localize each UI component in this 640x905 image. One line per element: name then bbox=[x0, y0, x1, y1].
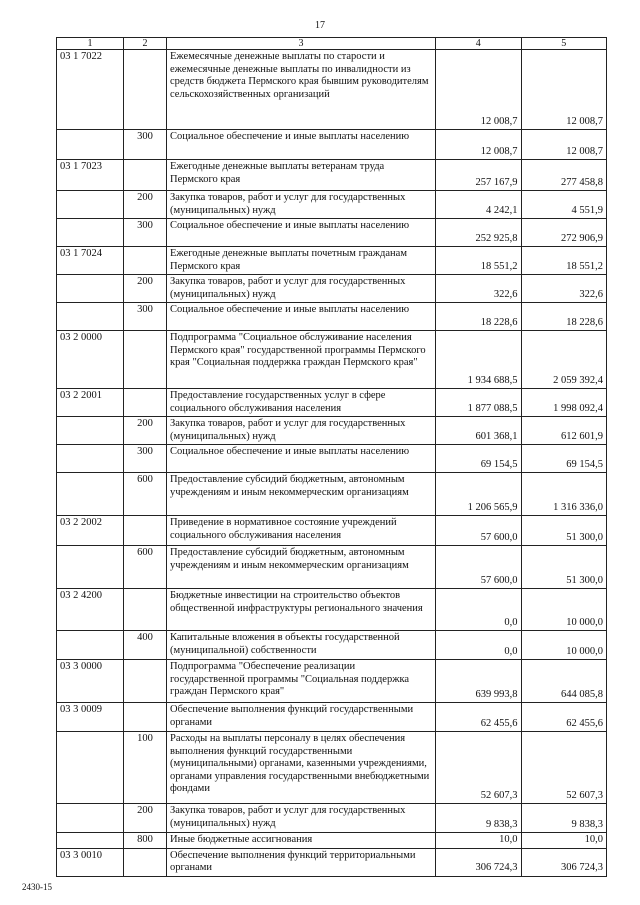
table-row bbox=[57, 247, 607, 275]
row-value-col5: 10,0 bbox=[521, 833, 607, 849]
row-value-col4: 9 838,3 bbox=[436, 804, 522, 833]
table-row bbox=[57, 389, 607, 417]
table-row bbox=[57, 445, 607, 473]
row-value-col5: 51 300,0 bbox=[521, 546, 607, 589]
row-name: Ежемесячные денежные выплаты по старости и ежемесячные денежные выплаты по инвалидности из средств бюджета Пермского края бывшим руководителям сельскохозяйственных организаций bbox=[167, 50, 436, 130]
row-kind: 300 bbox=[124, 445, 167, 473]
row-name: Социальное обеспечение и иные выплаты населению bbox=[167, 219, 436, 247]
row-kind: 200 bbox=[124, 275, 167, 303]
table-row bbox=[57, 191, 607, 219]
row-name: Подпрограмма "Обеспечение реализации государственной программы "Социальная поддержка граждан Пермского края" bbox=[167, 660, 436, 703]
row-kind: 400 bbox=[124, 631, 167, 660]
row-name: Обеспечение выполнения функций государственными органами bbox=[167, 703, 436, 732]
row-code: 03 3 0000 bbox=[57, 660, 124, 703]
table-row bbox=[57, 631, 607, 660]
table-row bbox=[57, 160, 607, 191]
row-value-col4: 0,0 bbox=[436, 631, 522, 660]
table-row bbox=[57, 303, 607, 331]
row-name: Расходы на выплаты персоналу в целях обеспечения выполнения функций государственными (муниципальными) органами, казенными учреждениями, органами управления государственными внебюджетными фондами bbox=[167, 732, 436, 804]
row-kind: 600 bbox=[124, 546, 167, 589]
row-value-col4: 10,0 bbox=[436, 833, 522, 849]
row-value-col4: 1 877 088,5 bbox=[436, 389, 522, 417]
table-row bbox=[57, 473, 607, 516]
row-value-col4: 4 242,1 bbox=[436, 191, 522, 219]
row-code bbox=[57, 804, 124, 833]
row-value-col5: 69 154,5 bbox=[521, 445, 607, 473]
row-name: Иные бюджетные ассигнования bbox=[167, 833, 436, 849]
row-value-col5: 1 316 336,0 bbox=[521, 473, 607, 516]
footer-document-code: 2430-15 bbox=[22, 882, 52, 892]
row-kind: 200 bbox=[124, 191, 167, 219]
row-value-col5: 644 085,8 bbox=[521, 660, 607, 703]
row-value-col4: 12 008,7 bbox=[436, 130, 522, 160]
row-name: Социальное обеспечение и иные выплаты населению bbox=[167, 130, 436, 160]
row-value-col5: 322,6 bbox=[521, 275, 607, 303]
row-code bbox=[57, 130, 124, 160]
row-kind: 100 bbox=[124, 732, 167, 804]
row-kind bbox=[124, 516, 167, 546]
row-value-col5: 272 906,9 bbox=[521, 219, 607, 247]
row-code bbox=[57, 275, 124, 303]
header-col-3: 3 bbox=[167, 38, 436, 50]
row-name: Бюджетные инвестиции на строительство объектов общественной инфраструктуры регионального значения bbox=[167, 589, 436, 631]
row-value-col5: 277 458,8 bbox=[521, 160, 607, 191]
row-name: Обеспечение выполнения функций территориальными органами bbox=[167, 848, 436, 876]
row-kind bbox=[124, 589, 167, 631]
row-code bbox=[57, 833, 124, 849]
row-code: 03 3 0009 bbox=[57, 703, 124, 732]
row-value-col5: 2 059 392,4 bbox=[521, 331, 607, 389]
row-value-col5: 51 300,0 bbox=[521, 516, 607, 546]
row-code bbox=[57, 303, 124, 331]
row-kind: 300 bbox=[124, 303, 167, 331]
row-code bbox=[57, 219, 124, 247]
row-kind: 600 bbox=[124, 473, 167, 516]
row-code bbox=[57, 732, 124, 804]
table-row bbox=[57, 130, 607, 160]
row-kind bbox=[124, 848, 167, 876]
row-value-col4: 52 607,3 bbox=[436, 732, 522, 804]
page-number: 17 bbox=[315, 20, 325, 31]
row-code: 03 2 2002 bbox=[57, 516, 124, 546]
row-kind: 800 bbox=[124, 833, 167, 849]
row-name: Ежегодные денежные выплаты почетным гражданам Пермского края bbox=[167, 247, 436, 275]
row-value-col5: 12 008,7 bbox=[521, 130, 607, 160]
header-col-4: 4 bbox=[436, 38, 522, 50]
row-code: 03 1 7022 bbox=[57, 50, 124, 130]
row-name: Закупка товаров, работ и услуг для государственных (муниципальных) нужд bbox=[167, 191, 436, 219]
header-col-5: 5 bbox=[521, 38, 607, 50]
row-value-col4: 0,0 bbox=[436, 589, 522, 631]
row-value-col4: 306 724,3 bbox=[436, 848, 522, 876]
row-kind bbox=[124, 703, 167, 732]
row-name: Закупка товаров, работ и услуг для государственных (муниципальных) нужд bbox=[167, 417, 436, 445]
row-code bbox=[57, 473, 124, 516]
row-kind bbox=[124, 660, 167, 703]
row-kind: 300 bbox=[124, 130, 167, 160]
row-value-col4: 57 600,0 bbox=[436, 516, 522, 546]
table-row bbox=[57, 546, 607, 589]
row-value-col5: 10 000,0 bbox=[521, 589, 607, 631]
row-kind bbox=[124, 160, 167, 191]
row-code bbox=[57, 191, 124, 219]
row-value-col4: 257 167,9 bbox=[436, 160, 522, 191]
row-value-col5: 306 724,3 bbox=[521, 848, 607, 876]
row-code bbox=[57, 546, 124, 589]
table-row bbox=[57, 660, 607, 703]
table-row bbox=[57, 848, 607, 876]
row-value-col4: 322,6 bbox=[436, 275, 522, 303]
row-kind bbox=[124, 50, 167, 130]
row-name: Предоставление субсидий бюджетным, автономным учреждениям и иным некоммерческим организациям bbox=[167, 546, 436, 589]
row-value-col5: 18 228,6 bbox=[521, 303, 607, 331]
table-row bbox=[57, 732, 607, 804]
row-code: 03 2 0000 bbox=[57, 331, 124, 389]
row-name: Подпрограмма "Социальное обслуживание населения Пермского края" государственной программы Пермского края "Социальная поддержка граждан Пермского края" bbox=[167, 331, 436, 389]
row-name: Капитальные вложения в объекты государственной (муниципальной) собственности bbox=[167, 631, 436, 660]
row-value-col4: 1 934 688,5 bbox=[436, 331, 522, 389]
row-name: Ежегодные денежные выплаты ветеранам труда Пермского края bbox=[167, 160, 436, 191]
row-value-col4: 62 455,6 bbox=[436, 703, 522, 732]
row-code: 03 3 0010 bbox=[57, 848, 124, 876]
table-row bbox=[57, 331, 607, 389]
row-value-col4: 18 551,2 bbox=[436, 247, 522, 275]
row-code: 03 2 4200 bbox=[57, 589, 124, 631]
row-name: Предоставление субсидий бюджетным, автономным учреждениям и иным некоммерческим организациям bbox=[167, 473, 436, 516]
table-row bbox=[57, 275, 607, 303]
table-row bbox=[57, 703, 607, 732]
row-name: Социальное обеспечение и иные выплаты населению bbox=[167, 445, 436, 473]
table-header-row bbox=[57, 38, 607, 50]
table-row bbox=[57, 589, 607, 631]
header-col-1: 1 bbox=[57, 38, 124, 50]
table-row bbox=[57, 50, 607, 130]
row-value-col4: 639 993,8 bbox=[436, 660, 522, 703]
row-value-col5: 612 601,9 bbox=[521, 417, 607, 445]
row-kind: 200 bbox=[124, 417, 167, 445]
row-code: 03 2 2001 bbox=[57, 389, 124, 417]
row-value-col5: 18 551,2 bbox=[521, 247, 607, 275]
row-value-col5: 52 607,3 bbox=[521, 732, 607, 804]
table-row bbox=[57, 804, 607, 833]
row-value-col5: 4 551,9 bbox=[521, 191, 607, 219]
row-name: Приведение в нормативное состояние учреждений социального обслуживания населения bbox=[167, 516, 436, 546]
budget-table bbox=[56, 37, 607, 877]
row-name: Социальное обеспечение и иные выплаты населению bbox=[167, 303, 436, 331]
row-value-col4: 18 228,6 bbox=[436, 303, 522, 331]
row-name: Закупка товаров, работ и услуг для государственных (муниципальных) нужд bbox=[167, 275, 436, 303]
row-value-col4: 69 154,5 bbox=[436, 445, 522, 473]
row-kind bbox=[124, 247, 167, 275]
row-code bbox=[57, 417, 124, 445]
table-row bbox=[57, 516, 607, 546]
row-kind bbox=[124, 331, 167, 389]
row-kind: 200 bbox=[124, 804, 167, 833]
row-kind: 300 bbox=[124, 219, 167, 247]
table-row bbox=[57, 219, 607, 247]
row-value-col4: 1 206 565,9 bbox=[436, 473, 522, 516]
row-value-col5: 10 000,0 bbox=[521, 631, 607, 660]
row-value-col4: 12 008,7 bbox=[436, 50, 522, 130]
row-value-col5: 1 998 092,4 bbox=[521, 389, 607, 417]
row-value-col5: 12 008,7 bbox=[521, 50, 607, 130]
table-row bbox=[57, 833, 607, 849]
row-value-col4: 601 368,1 bbox=[436, 417, 522, 445]
table-row bbox=[57, 417, 607, 445]
row-value-col5: 62 455,6 bbox=[521, 703, 607, 732]
row-value-col4: 252 925,8 bbox=[436, 219, 522, 247]
row-code bbox=[57, 631, 124, 660]
row-code bbox=[57, 445, 124, 473]
row-value-col5: 9 838,3 bbox=[521, 804, 607, 833]
row-code: 03 1 7023 bbox=[57, 160, 124, 191]
header-col-2: 2 bbox=[124, 38, 167, 50]
row-name: Закупка товаров, работ и услуг для государственных (муниципальных) нужд bbox=[167, 804, 436, 833]
row-kind bbox=[124, 389, 167, 417]
row-value-col4: 57 600,0 bbox=[436, 546, 522, 589]
row-name: Предоставление государственных услуг в сфере социального обслуживания населения bbox=[167, 389, 436, 417]
row-code: 03 1 7024 bbox=[57, 247, 124, 275]
